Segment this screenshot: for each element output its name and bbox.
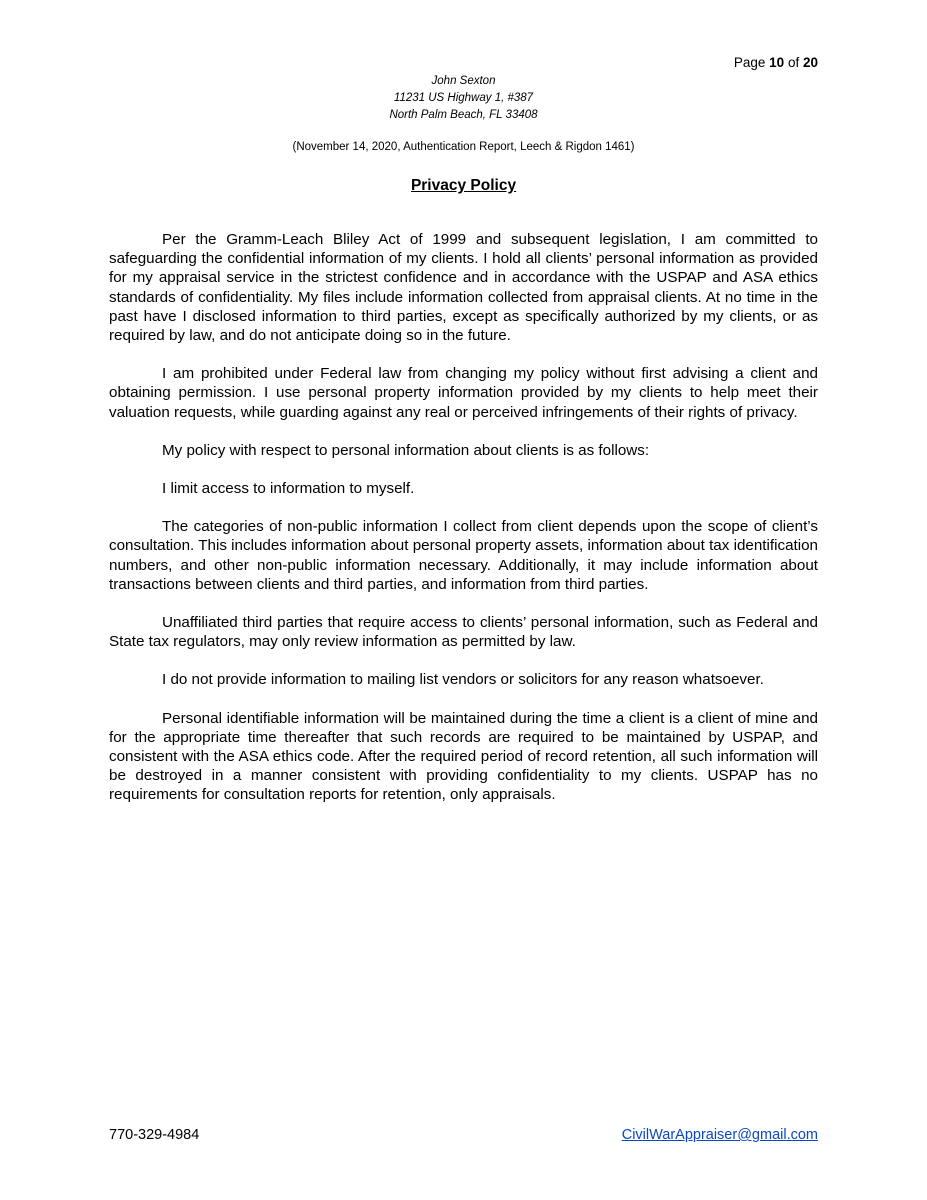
paragraph-mailing-lists: I do not provide information to mailing list vendors or solicitors for any reason whatsoever. [162, 671, 764, 689]
page-number [734, 55, 818, 70]
paragraph-gramm-leach: Per the Gramm-Leach Bliley Act of 1999 and subsequent legislation, I am committed to safeguarding the confidential information of my clients. I hold all clients’ personal information as provided for my appraisal service in the strictest confidence and in accordance with the USPAP and ASA ethics standards of confidentiality. My files include information collected from appraisal clients. At no time in the past have I disclosed information to third parties, except as specifically authorized by my clients, or as required by law, and do not anticipate doing so in the future. [109, 231, 818, 345]
address-line-1: 11231 US Highway 1, #387 [393, 92, 534, 104]
document-title: Privacy Policy [410, 177, 517, 194]
paragraph-retention: Personal identifiable information will be maintained during the time a client is a client of mine and for the appropriate time thereafter that such records are required to be maintained by USPAP, and consistent with the ASA ethics code. After the required period of record retention, all such information will be destroyed in a manner consistent with providing confidentiality to my clients. USPAP has no requirements for consultation reports for retention, only appraisals. [109, 709, 818, 804]
footer-phone: 770-329-4984 [109, 1127, 200, 1143]
author-name: John Sexton [431, 75, 496, 87]
paragraph-third-parties: Unaffiliated third parties that require access to clients’ personal information, such as Federal and State tax regulators, may only review information as permitted by law. [109, 614, 818, 651]
page-label: Page [733, 55, 766, 70]
report-reference: (November 14, 2020, Authentication Report, Leech & Rigdon 1461) [292, 141, 635, 153]
letterhead [0, 73, 927, 124]
page-current: 10 [769, 55, 785, 70]
page-total: 20 [802, 55, 818, 70]
policy-body [109, 230, 818, 824]
paragraph-federal-law: I am prohibited under Federal law from changing my policy without first advising a client and obtaining permission. I use personal property information provided by my clients to help meet their valuation requests, while guarding against any real or perceived infringements of their rights of privacy. [109, 365, 818, 421]
paragraph-limit-access: I limit access to information to myself. [162, 480, 415, 498]
page-of: of [787, 55, 800, 70]
paragraph-policy-intro: My policy with respect to personal information about clients is as follows: [162, 441, 650, 459]
address-line-2: North Palm Beach, FL 33408 [389, 109, 538, 121]
footer-email-link[interactable]: CivilWarAppraiser@gmail.com [621, 1127, 818, 1143]
paragraph-categories: The categories of non-public information I collect from client depends upon the scope of client’s consultation. This includes information about personal property assets, information about tax identification numbers, and other non-public information necessary. Additionally, it may include information about transactions between clients and third parties, and information from third parties. [109, 518, 818, 593]
